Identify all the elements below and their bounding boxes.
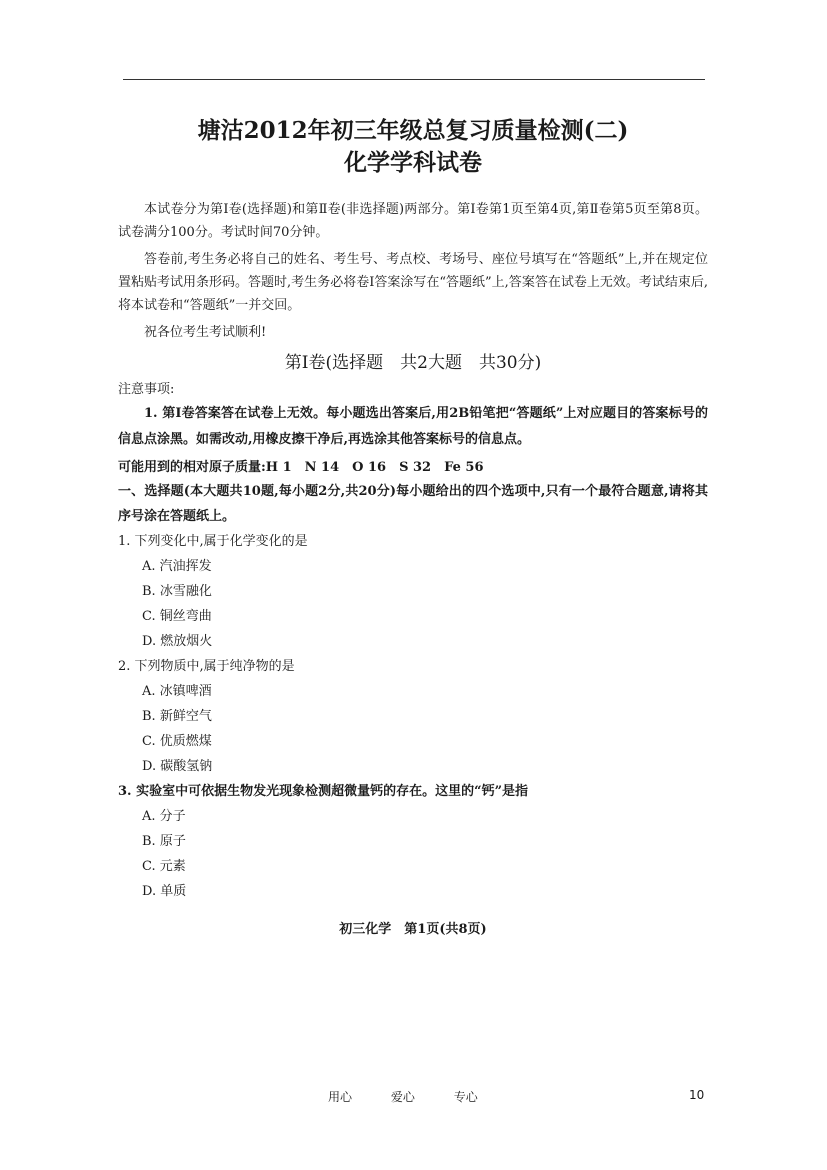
- exam-title: 塘沽2012年初三年级总复习质量检测(二): [197, 117, 629, 144]
- part1-instructions: 一、选择题(本大题共10题,每小题2分,共20分)每小题给出的四个选项中,只有一个最符合题意,请将其序号涂在答题纸上。: [118, 484, 708, 524]
- footer-word: 爱心: [390, 1090, 415, 1104]
- exam-page-footer: 初三化学 第1页(共8页): [339, 922, 487, 937]
- intro-paragraph-1: 本试卷分为第Ⅰ卷(选择题)和第Ⅱ卷(非选择题)两部分。第Ⅰ卷第1页至第4页,第Ⅱ卷第5页至第8页。试卷满分100分。考试时间70分钟。: [118, 202, 708, 240]
- option-c: C. 元素: [142, 859, 186, 874]
- question-3: [118, 779, 708, 904]
- footer-motto: [328, 1088, 513, 1105]
- option-d: D. 燃放烟火: [142, 634, 213, 649]
- page-footer: [0, 1088, 827, 1108]
- option-c: C. 优质燃煤: [142, 734, 212, 749]
- section-title: 第Ⅰ卷(选择题 共2大题 共30分): [284, 353, 542, 373]
- option-d: D. 碳酸氢钠: [142, 759, 213, 774]
- notes-heading: 注意事项:: [118, 382, 175, 397]
- scanned-exam-page: [118, 100, 708, 937]
- question-stem: 2. 下列物质中,属于纯净物的是: [118, 659, 295, 674]
- question-stem: 3. 实验室中可依据生物发光现象检测超微量钙的存在。这里的“钙”是指: [118, 784, 529, 799]
- option-b: B. 原子: [142, 834, 186, 849]
- page-number: 10: [689, 1088, 705, 1102]
- question-stem: 1. 下列变化中,属于化学变化的是: [118, 534, 308, 549]
- option-b: B. 冰雪融化: [142, 584, 212, 599]
- question-1: [118, 529, 708, 654]
- option-c: C. 铜丝弯曲: [142, 609, 212, 624]
- option-a: A. 冰镇啤酒: [142, 684, 212, 699]
- option-b: B. 新鲜空气: [142, 709, 212, 724]
- footer-word: 用心: [328, 1090, 353, 1104]
- option-a: A. 汽油挥发: [142, 559, 212, 574]
- header-rule: [123, 79, 705, 80]
- atomic-masses: 可能用到的相对原子质量:H 1 N 14 O 16 S 32 Fe 56: [118, 460, 484, 475]
- exam-subtitle: 化学学科试卷: [344, 149, 482, 176]
- question-2: [118, 654, 708, 779]
- option-d: D. 单质: [142, 884, 187, 899]
- option-a: A. 分子: [142, 809, 186, 824]
- footer-word: 专心: [453, 1090, 478, 1104]
- intro-paragraph-2: 答卷前,考生务必将自己的姓名、考生号、考点校、考场号、座位号填写在“答题纸”上,并在规定位置粘贴考试用条形码。答题时,考生务必将卷Ⅰ答案涂写在“答题纸”上,答案答在试卷上无效。考试结束后,将本试卷和“答题纸”一并交回。: [118, 252, 708, 313]
- note-1: 1. 第Ⅰ卷答案答在试卷上无效。每小题选出答案后,用2B铅笔把“答题纸”上对应题目的答案标号的信息点涂黑。如需改动,用橡皮擦干净后,再选涂其他答案标号的信息点。: [118, 406, 708, 447]
- intro-paragraph-3: 祝各位考生考试顺利!: [144, 325, 267, 340]
